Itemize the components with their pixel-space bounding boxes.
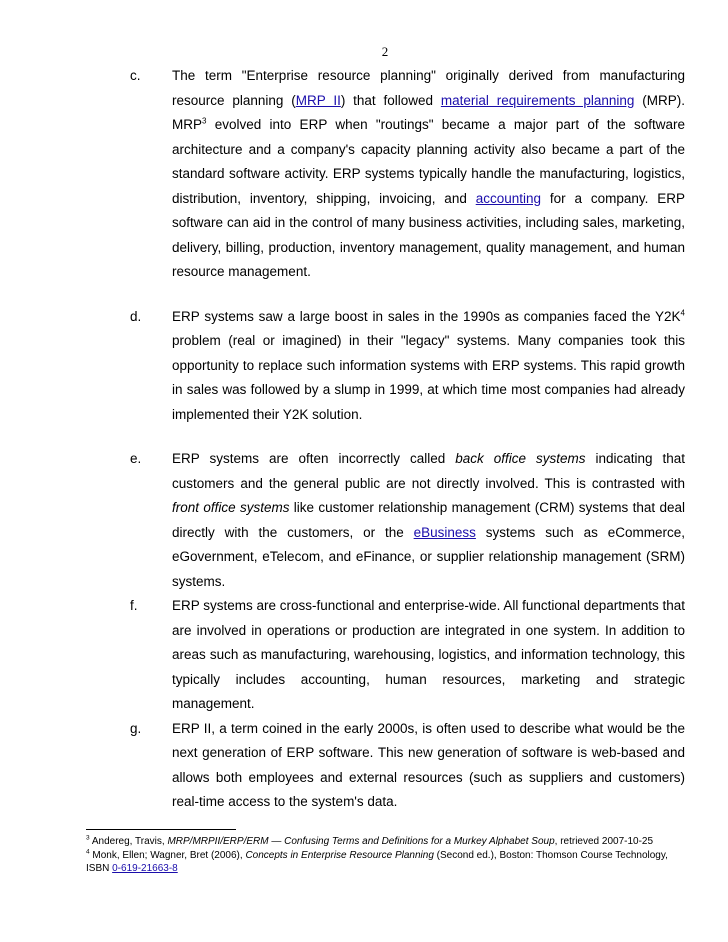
list-item-e: [0, 447, 728, 594]
item-text: ERP II, a term coined in the early 2000s, is often used to describe what would be the next generation of ERP software. This new generation of software is web-based and allows both employees and external resources (such as suppliers and customers) real-time access to the system's data.: [172, 720, 685, 809]
emphasis-text: Concepts in Enterprise Resource Planning: [245, 849, 434, 861]
text-span: indicating that customers and the general public are not directly involved. This is contrasted with: [172, 451, 685, 491]
item-label: g.: [130, 720, 142, 736]
page-number: 2: [381, 44, 389, 59]
emphasis-text: front office systems: [172, 500, 290, 515]
list-items: [0, 64, 728, 815]
footnote-4: [86, 849, 686, 876]
list-item-c: [0, 64, 728, 285]
item-text: [172, 305, 685, 428]
text-span: (MRP). MRP: [172, 92, 685, 132]
text-span: ERP systems saw a large boost in sales in the 1990s as companies faced the Y2K: [172, 308, 681, 324]
text-span: evolved into ERP when "routings" became a major part of the software architecture and a company's capacity planning activity also became a part of the standard software activity. ERP systems typically handle the manufacturing, logistics, distribution, inventory, shipping, invoicing, and: [172, 117, 685, 206]
text-span: The term "Enterprise resource planning" originally derived from manufacturing resource planning (: [172, 68, 685, 108]
footnote-ref-3: 3: [202, 116, 207, 126]
link-ebusiness[interactable]: eBusiness: [413, 524, 476, 540]
text-span: like customer relationship management (CRM) systems that deal directly with the customers, or the: [172, 500, 685, 540]
item-label: d.: [130, 308, 142, 324]
item-text: ERP systems are cross-functional and enterprise-wide. All functional departments that are involved in operations or production are integrated in one system. In addition to areas such as manufacturing, warehousing, logistics, and information technology, this typically includes accounting, human resources, marketing and strategic management.: [172, 598, 685, 711]
text-span: (Second ed.), Boston: Thomson Course Technology, ISBN: [86, 849, 668, 874]
footnote-number: 3: [86, 834, 90, 842]
text-span: systems such as eCommerce, eGovernment, eTelecom, and eFinance, or supplier relationship management (SRM) systems.: [172, 524, 685, 589]
text-span: ) that followed: [340, 92, 441, 108]
footnote-number: 4: [86, 848, 90, 856]
item-label: f.: [130, 598, 138, 613]
footnote-ref-4: 4: [680, 308, 685, 317]
text-span: Monk, Ellen; Wagner, Bret (2006),: [89, 849, 246, 861]
link-mrp-ii[interactable]: MRP II: [295, 92, 341, 108]
text-span: Andereg, Travis,: [89, 836, 168, 847]
item-label: e.: [130, 451, 142, 466]
item-label: c.: [130, 68, 141, 83]
list-item-f: [0, 594, 728, 717]
item-text: [172, 447, 685, 594]
footnote-divider: [86, 829, 236, 830]
emphasis-text: MRP/MRPII/ERP/ERM — Confusing Terms and Definitions for a Murkey Alphabet Soup: [167, 836, 555, 847]
item-text: [172, 64, 685, 285]
text-span: problem (real or imagined) in their "legacy" systems. Many companies took this opportunity to replace such information systems with ERP systems. This rapid growth in sales was followed by a slump in 1999, at which time most companies had already implemented their Y2K solution.: [172, 333, 685, 422]
text-span: ERP systems are often incorrectly called: [172, 451, 456, 466]
link-accounting[interactable]: accounting: [475, 190, 542, 206]
text-span: , retrieved 2007-10-25: [554, 836, 654, 847]
link-material-requirements-planning[interactable]: material requirements planning: [440, 92, 635, 108]
footnote-3: [86, 835, 686, 849]
emphasis-text: back office systems: [455, 451, 586, 466]
link-isbn[interactable]: 0-619-21663-8: [112, 863, 178, 874]
text-span: for a company. ERP software can aid in the control of many business activities, including sales, marketing, delivery, billing, production, inventory management, quality management, and human resource management.: [172, 190, 685, 279]
list-item-g: [0, 717, 728, 815]
list-item-d: [0, 305, 728, 428]
footnotes: [86, 835, 686, 876]
